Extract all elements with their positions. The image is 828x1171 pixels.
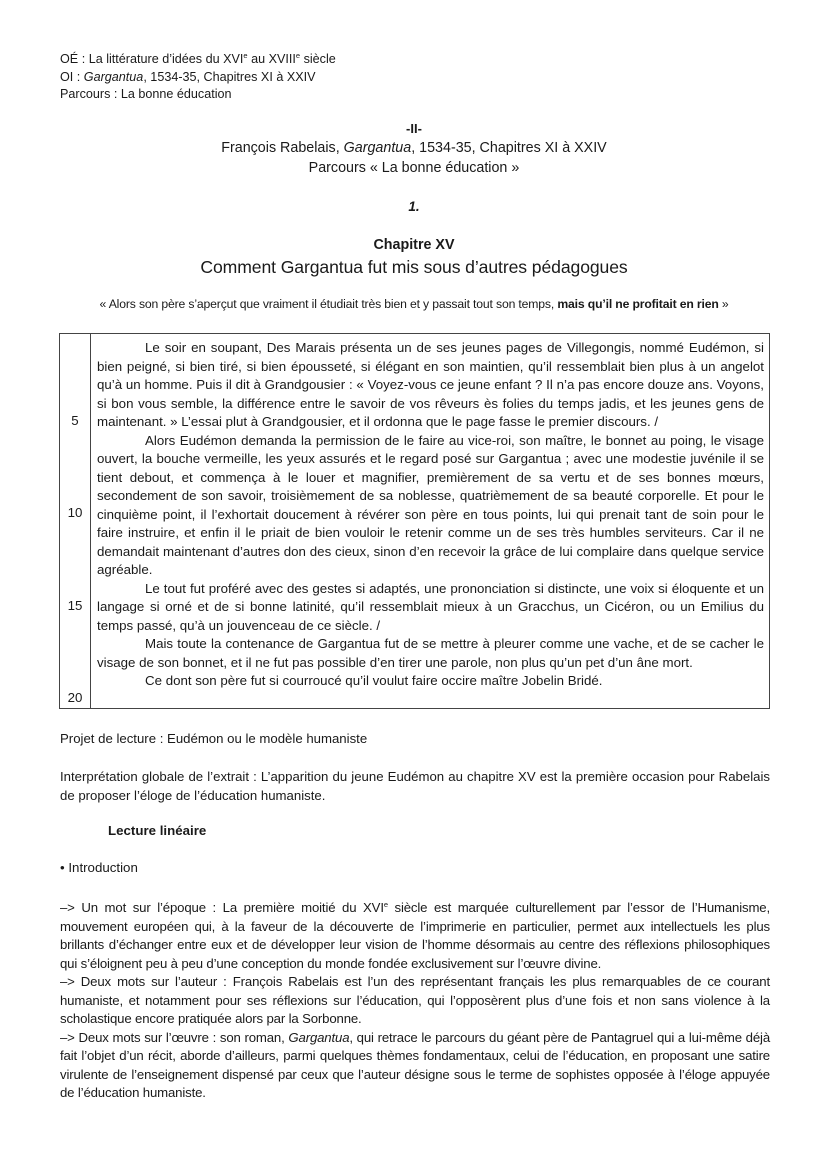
line-number: 20 — [67, 690, 83, 705]
oeuvre-integrale-line: OI : Gargantua, 1534-35, Chapitres XI à XXIV — [60, 69, 316, 84]
author-work-line: François Rabelais, Gargantua, 1534-35, Chapitres XI à XXIV — [221, 140, 607, 156]
line-number-column — [60, 334, 91, 708]
line-number: 10 — [67, 505, 83, 520]
projet-de-lecture: Projet de lecture : Eudémon ou le modèle humaniste — [60, 731, 368, 746]
document-header — [60, 51, 336, 104]
auteur-paragraph: –> Deux mots sur l’auteur : François Rabelais est l’un des représentant français les plus remarquables de ce courant humaniste, et notamment pour ses réflexions sur l’éducation, qui l’opposèrent plus d’une fois et non sans violence à la scholastique encore pratiquée alors par la Sorbonne. — [60, 974, 770, 1026]
passage-table — [59, 333, 770, 709]
oeuvre-paragraph: –> Deux mots sur l’œuvre : son roman, Gargantua, qui retrace le parcours du géant père de Pantagruel qui a lui-même déjà fait l’objet d’un récit, aborde d’ailleurs, parmi quelques thèmes fondamentaux, celui de l’éducation, en proposant une satire virulente de l’enseignement dispensé par ceux que l’auteur désigne sous le terme de sophistes opposée à l’éloge appuyée de l’éducation humaniste. — [60, 1029, 771, 1100]
section-roman-numeral: -II- — [406, 121, 422, 136]
epoque-paragraph: –> Un mot sur l’époque : La première moitié du XVIe siècle est marquée culturellement par l’essor de l’Humanisme, mouvement européen qui, à la faveur de la découverte de l’imprimerie en particulier, permet aux intellectuels les plus brillants d’échanger entre eux et de développer leur vision de l’homme désormais au centre des réflexions philosophiques qui s’éloignent peu à peu d’une conception du monde fondée exclusivement sur l’œuvre divine. — [60, 900, 770, 971]
line-number: 15 — [67, 598, 83, 613]
introduction-body — [60, 899, 770, 1103]
introduction-bullet: • Introduction — [60, 860, 138, 875]
passage-paragraph: Le tout fut proféré avec des gestes si adaptés, une prononciation si distincte, une voix si éloquente et un langage si orné et de si bonne latinité, qu’il ressemblait mieux à un Gracchus, un Cicéron, ou un Emilius du temps passé, qu’à un jouvenceau de ce siècle. / — [97, 580, 764, 633]
lecture-lineaire-heading: Lecture linéaire — [108, 823, 207, 838]
chapter-title: Comment Gargantua fut mis sous d’autres pédagogues — [200, 257, 628, 277]
interpretation-globale: Interprétation globale de l’extrait : L’apparition du jeune Eudémon au chapitre XV est la première occasion pour Rabelais de proposer l’éloge de l’éducation humaniste. — [60, 769, 770, 803]
section-number: 1. — [408, 199, 420, 214]
epigraph-quote: « Alors son père s’aperçut que vraiment il étudiait très bien et y passait tout son temps, mais qu’il ne profitait en rien » — [99, 297, 729, 311]
passage-paragraph: Ce dont son père fut si courroucé qu’il voulut faire occire maître Jobelin Bridé. — [145, 673, 603, 688]
line-number: 5 — [71, 413, 79, 428]
passage-paragraph: Mais toute la contenance de Gargantua fut de se mettre à pleurer comme une vache, et de se cacher le visage de son bonnet, et il ne fut pas possible d’en tirer une parole, non plus qu’un pet d’un âne mort. — [97, 636, 764, 670]
parcours-line: Parcours : La bonne éducation — [60, 87, 232, 101]
parcours-title: Parcours « La bonne éducation » — [308, 160, 520, 176]
passage-paragraph: Alors Eudémon demanda la permission de le faire au vice-roi, son maître, le bonnet au poing, le visage ouvert, la bouche vermeille, les yeux assurés et le regard posé sur Gargantua ; avec une modestie juvénile il se tient debout, et commença à le louer et magnifier, premièrement de sa vertu et de ses bonnes mœurs, secondement de son savoir, troisièmement de sa noblesse, quatrièmement de sa beauté corporelle. Et pour le cinquième point, il l’exhortait doucement à révérer son père en tous points, lui qui prenait tant de soin pour le faire instruire, et enfin il le priait de bien vouloir le retenir comme un de ses très humbles serviteurs. Car il ne demandait maintenant d’autres don des cieux, sinon d’en recevoir la grâce de lui complaire dans quelque service agréable. — [97, 432, 764, 577]
chapter-number: Chapitre XV — [373, 237, 455, 253]
passage-paragraph: Le soir en soupant, Des Marais présenta un de ses jeunes pages de Villegongis, nommé Eudémon, si bien peigné, si bien tiré, si bien épousseté, si élégant en son maintien, qu’il ressemblait bien plus à un angelot qu’à un homme. Puis il dit à Grandgousier : « Voyez-vous ce jeune enfant ? Il n’a pas encore douze ans. Voyons, si bon vous semble, la différence entre le savoir de vos rêveurs ès folies du temps jadis, et les jeunes gens de maintenant. » L’essai plut à Grandgousier, et il ordonna que le page fasse le premier discours. / — [97, 340, 764, 429]
passage-text — [91, 334, 769, 708]
objet-etude-line: OÉ : La littérature d’idées du XVIe au XVIIIe siècle — [60, 51, 336, 66]
